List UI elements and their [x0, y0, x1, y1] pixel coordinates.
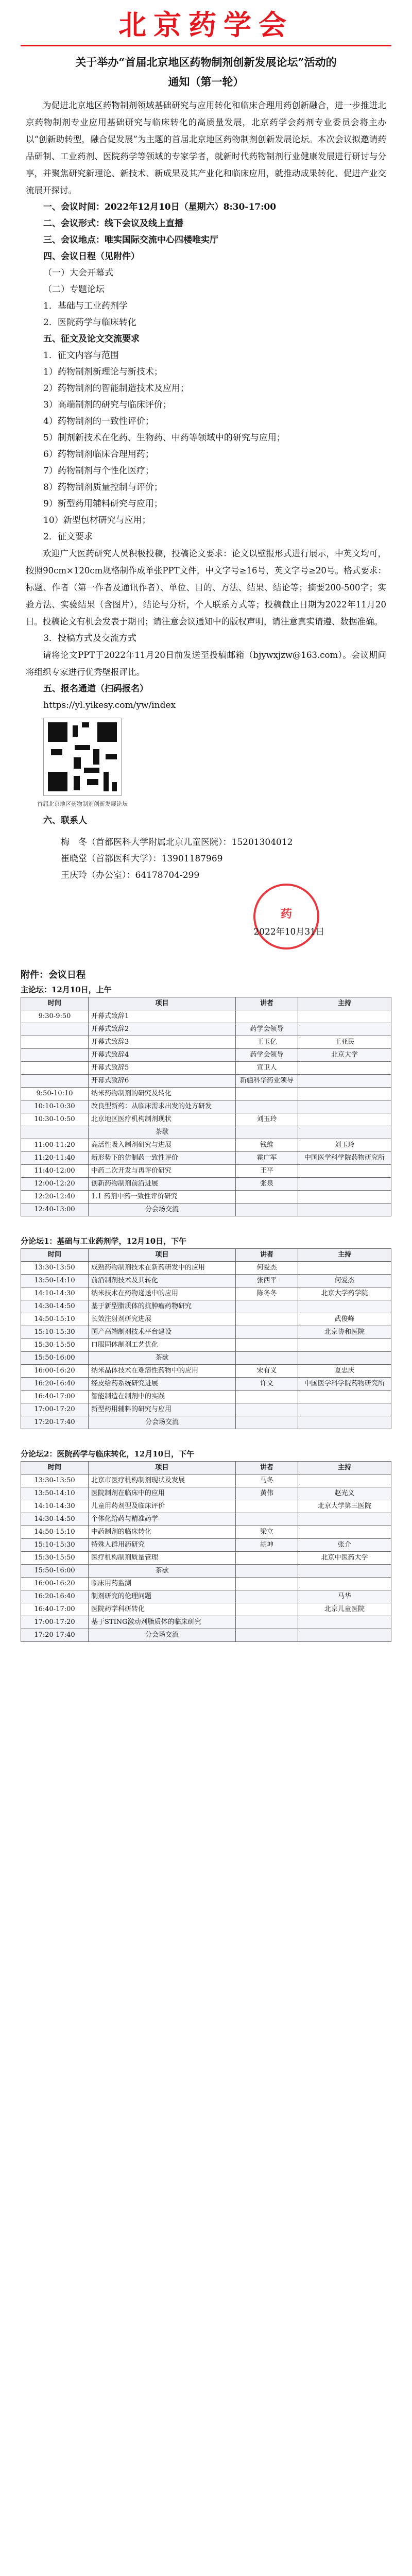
- contact-item: 王庆玲（办公室）：64178704-299: [61, 870, 200, 880]
- cell-host: 北京大学: [298, 1049, 391, 1062]
- cell-item: 1.1 药剂中药一致性评价研究: [89, 1191, 236, 1204]
- table-row: [21, 1300, 391, 1313]
- cell-item: 纳米药物制剂的研究及转化: [89, 1088, 236, 1100]
- paper-topic: 6）药物制剂临床合理用药；: [43, 449, 154, 460]
- table-row: [21, 1513, 391, 1526]
- col-time: 时间: [21, 1249, 89, 1262]
- paper-topic: 2）药物制剂的智能制造技术及应用；: [43, 383, 189, 394]
- paper-topic: 4）药物制剂的一致性评价；: [43, 416, 154, 427]
- cell-speaker: 许文: [236, 1378, 298, 1391]
- table-row: [21, 1475, 391, 1487]
- cell-item: 制剂研究的伦理问题: [89, 1590, 236, 1603]
- notice-body: [0, 92, 412, 951]
- cell-time: 17:20-17:40: [21, 1416, 89, 1429]
- paper-topic: 9）新型药用辅料研究与应用；: [43, 499, 163, 509]
- table-row: [21, 1578, 391, 1590]
- paper-topic: 8）药物制剂质量控制与评价；: [43, 482, 163, 493]
- registration-qr-code[interactable]: [43, 718, 122, 796]
- cell-time: 13:30-13:50: [21, 1262, 89, 1275]
- cell-item: 医院制剂在临床中的应用: [89, 1487, 236, 1500]
- cell-speaker: [236, 1126, 298, 1139]
- table-row: [21, 1326, 391, 1339]
- cell-time: 16:00-16:20: [21, 1578, 89, 1590]
- main-forum-rows: [21, 1010, 391, 1216]
- cell-time: 14:30-14:50: [21, 1513, 89, 1526]
- cell-time: 16:40-17:00: [21, 1603, 89, 1616]
- col-time: 时间: [21, 997, 89, 1010]
- table-row: [21, 1088, 391, 1100]
- cell-host: 夏忠庆: [298, 1365, 391, 1378]
- col-host: 主持: [298, 997, 391, 1010]
- cell-item: 创新药物制剂前沿进展: [89, 1178, 236, 1191]
- cell-time: 9:30-9:50: [21, 1010, 89, 1023]
- cell-time: [21, 1062, 89, 1075]
- cell-item: 医疗机构制剂质量管理: [89, 1552, 236, 1565]
- cell-host: [298, 1565, 391, 1578]
- agenda-item: 1．基础与工业药剂学: [43, 301, 128, 311]
- cell-item: 经皮给药系统研究进展: [89, 1378, 236, 1391]
- table-row: [21, 1191, 391, 1204]
- cell-speaker: 王平: [236, 1165, 298, 1178]
- col-speaker: 讲者: [236, 1462, 298, 1475]
- cell-item: 基于新型脂质体的抗肿瘤药物研究: [89, 1300, 236, 1313]
- cell-speaker: 胡坤: [236, 1539, 298, 1552]
- table-row: [21, 1539, 391, 1552]
- col-item: 项目: [89, 1249, 236, 1262]
- sub-forum-2-rows: [21, 1475, 391, 1642]
- cell-speaker: 黄伟: [236, 1487, 298, 1500]
- cell-host: [298, 1403, 391, 1416]
- cell-item: 基于STING激动剂脂质体的临床研究: [89, 1616, 236, 1629]
- table-row: [21, 1275, 391, 1287]
- table-row: [21, 1287, 391, 1300]
- cell-time: 13:50-14:10: [21, 1275, 89, 1287]
- letterhead: [0, 0, 412, 41]
- cell-speaker: 药学会领导: [236, 1049, 298, 1062]
- cell-host: [298, 1075, 391, 1088]
- table-row: [21, 1352, 391, 1365]
- section-papers: 五、征文及论文交流要求: [43, 334, 140, 344]
- notice-title-line2: 通知（第一轮）: [168, 75, 244, 88]
- notice-title-line1: 关于举办“首届北京地区药物制剂创新发展论坛”活动的: [75, 56, 337, 69]
- table-row: [21, 1049, 391, 1062]
- cell-item: 分会场交流: [89, 1629, 236, 1642]
- table-row: [21, 1036, 391, 1049]
- table-row: [21, 1178, 391, 1191]
- cell-host: [298, 1475, 391, 1487]
- cell-item: 医院药学科研转化: [89, 1603, 236, 1616]
- cell-host: [298, 1165, 391, 1178]
- table-row: [21, 1339, 391, 1352]
- cell-item: 开幕式致辞3: [89, 1036, 236, 1049]
- cell-item: 茶歇: [89, 1565, 236, 1578]
- cell-time: [21, 1126, 89, 1139]
- table-header-row: [21, 1462, 391, 1475]
- cell-host: 武俊峰: [298, 1313, 391, 1326]
- cell-item: 分会场交流: [89, 1416, 236, 1429]
- cell-speaker: [236, 1590, 298, 1603]
- cell-speaker: [236, 1391, 298, 1403]
- cell-time: 9:50-10:10: [21, 1088, 89, 1100]
- cell-time: 14:10-14:30: [21, 1500, 89, 1513]
- cell-host: [298, 1513, 391, 1526]
- table-row: [21, 1416, 391, 1429]
- table-row: [21, 1262, 391, 1275]
- table-row: [21, 1500, 391, 1513]
- paper-topic: 3）高端制剂的研究与临床评价；: [43, 400, 171, 410]
- cell-item: 北京地区医疗机构制剂现状: [89, 1113, 236, 1126]
- table-row: [21, 1403, 391, 1416]
- table-row: [21, 1487, 391, 1500]
- cell-speaker: [236, 1326, 298, 1339]
- col-item: 项目: [89, 997, 236, 1010]
- cell-host: 何爱杰: [298, 1275, 391, 1287]
- attachment-title: 附件：会议日程: [21, 970, 85, 980]
- table-row: [21, 1391, 391, 1403]
- sign-date: 2022年10月31日: [253, 927, 324, 937]
- cell-time: 10:10-10:30: [21, 1100, 89, 1113]
- cell-speaker: [236, 1565, 298, 1578]
- cell-host: [298, 1352, 391, 1365]
- cell-item: 纳米技术在药物递送中的应用: [89, 1287, 236, 1300]
- section-agenda: 四、会议日程（见附件）: [43, 251, 140, 262]
- cell-time: 10:30-10:50: [21, 1113, 89, 1126]
- cell-time: 17:20-17:40: [21, 1629, 89, 1642]
- table-header-row: [21, 997, 391, 1010]
- table-row: [21, 1565, 391, 1578]
- cell-time: 15:50-16:00: [21, 1565, 89, 1578]
- sub-forum-2: [21, 1447, 391, 1642]
- cell-item: 个体化给药与精准药学: [89, 1513, 236, 1526]
- cell-item: 开幕式致辞6: [89, 1075, 236, 1088]
- cell-speaker: 钱维: [236, 1139, 298, 1152]
- cell-speaker: [236, 1500, 298, 1513]
- cell-item: 儿童用药剂型及临床评价: [89, 1500, 236, 1513]
- col-host: 主持: [298, 1462, 391, 1475]
- cell-host: [298, 1616, 391, 1629]
- col-item: 项目: [89, 1462, 236, 1475]
- table-header-row: [21, 1249, 391, 1262]
- cell-item: 高活性吸入制剂研究与进展: [89, 1139, 236, 1152]
- cell-item: 北京市医疗机构制剂现状及发展: [89, 1475, 236, 1487]
- cell-host: [298, 1339, 391, 1352]
- cell-host: 北京大学药学院: [298, 1287, 391, 1300]
- cell-speaker: [236, 1100, 298, 1113]
- contact-item: 梅 冬（首都医科大学附属北京儿童医院）：15201304012: [61, 837, 293, 848]
- cell-item: 特殊人群用药研究: [89, 1539, 236, 1552]
- cell-host: [298, 1526, 391, 1539]
- paper-topic: 5）制剂新技术在化药、生物药、中药等领域中的研究与应用；: [43, 433, 285, 443]
- cell-time: 15:10-15:30: [21, 1326, 89, 1339]
- intro-paragraph: 为促进北京地区药物制剂领域基础研究与应用转化和临床合理用药创新融合，进一步推进北京药物制剂专业应用基础研究与临床转化的高质量发展，北京药学会药剂专业委员会将主办以“创新助转型，融合促发展”为主题的首届北京地区药物制剂创新发展论坛。本次会议拟邀请药品研制、工业药剂、医院药学等领域的专家学者，就新时代药物制剂行业健康发展进行研讨与分享，并聚焦研究新理论、新技术、新成果及其产业化和临床应用，就推动成果转化、促进产业交流展开探讨。: [26, 100, 386, 195]
- main-forum-title: 主论坛：12月10日，上午: [21, 985, 112, 994]
- cell-item: 临床用药监测: [89, 1578, 236, 1590]
- table-row: [21, 1010, 391, 1023]
- table-row: [21, 1100, 391, 1113]
- cell-time: 11:40-12:00: [21, 1165, 89, 1178]
- cell-item: 开幕式致辞4: [89, 1049, 236, 1062]
- table-row: [21, 1165, 391, 1178]
- cell-host: [298, 1100, 391, 1113]
- cell-time: 13:50-14:10: [21, 1487, 89, 1500]
- cell-time: 17:00-17:20: [21, 1403, 89, 1416]
- table-row: [21, 1139, 391, 1152]
- table-row: [21, 1062, 391, 1075]
- cell-host: 赵光义: [298, 1487, 391, 1500]
- cell-item: 中药制剂的临床转化: [89, 1526, 236, 1539]
- cell-time: 16:20-16:40: [21, 1378, 89, 1391]
- cell-item: 开幕式致辞5: [89, 1062, 236, 1075]
- cell-item: 新形势下的仿制药一致性评价: [89, 1152, 236, 1165]
- cell-host: [298, 1629, 391, 1642]
- papers-requirements: 欢迎广大医药研究人员积极投稿，投稿论文要求：论文以壁报形式进行展示，中英文均可，按照90cm×120cm规格制作成单张PPT文件，中文字号≥16号，英文字号≥20号。格式要求：标题、作者（第一作者及通讯作者）、单位、目的、方法、结果、结论等；摘要200-500字；实验方法、实验结果（含图片），结论与分析，个人联系方式等；投稿截止日期为2022年11月20日。投稿论文有机会发表于期刊；请注意会议通知中的版权声明，请注意真实请遵、数据准确。: [26, 549, 386, 626]
- cell-speaker: 宋有义: [236, 1365, 298, 1378]
- cell-speaker: [236, 1629, 298, 1642]
- letterhead-divider: [21, 45, 391, 46]
- attachment-schedule: [21, 968, 391, 1216]
- cell-time: 17:00-17:20: [21, 1616, 89, 1629]
- cell-host: 王亚民: [298, 1036, 391, 1049]
- agenda-item: （二）专题论坛: [43, 284, 105, 295]
- paper-topic: 7）药物制剂与个性化医疗；: [43, 466, 154, 476]
- table-row: [21, 1023, 391, 1036]
- cell-host: 北京中医药大学: [298, 1552, 391, 1565]
- cell-item: 改良型新药：从临床需求出发的处方研发: [89, 1100, 236, 1113]
- cell-host: [298, 1088, 391, 1100]
- sub-forum-1: [21, 1234, 391, 1429]
- cell-host: [298, 1300, 391, 1313]
- cell-speaker: 马冬: [236, 1475, 298, 1487]
- cell-time: 11:20-11:40: [21, 1152, 89, 1165]
- section-contacts: 六、联系人: [43, 816, 87, 826]
- paper-topic: 10）新型包材研究与应用；: [43, 515, 151, 526]
- cell-speaker: 药学会领导: [236, 1023, 298, 1036]
- cell-item: 茶歇: [89, 1352, 236, 1365]
- cell-host: [298, 1204, 391, 1216]
- cell-speaker: 刘玉玲: [236, 1113, 298, 1126]
- table-row: [21, 1526, 391, 1539]
- cell-host: 马华: [298, 1590, 391, 1603]
- cell-time: 15:30-15:50: [21, 1552, 89, 1565]
- col-host: 主持: [298, 1249, 391, 1262]
- cell-item: 长效注射剂研究进展: [89, 1313, 236, 1326]
- seal-character: 药: [280, 907, 292, 921]
- cell-speaker: [236, 1416, 298, 1429]
- cell-time: 16:20-16:40: [21, 1590, 89, 1603]
- papers-sub-heading: 3．投稿方式及交流方式: [43, 633, 136, 643]
- table-row: [21, 1365, 391, 1378]
- cell-host: [298, 1191, 391, 1204]
- cell-time: 13:30-13:50: [21, 1475, 89, 1487]
- cell-speaker: [236, 1513, 298, 1526]
- cell-speaker: 张泉: [236, 1178, 298, 1191]
- cell-item: 开幕式致辞1: [89, 1010, 236, 1023]
- main-forum-table: [21, 997, 391, 1216]
- cell-host: 刘玉玲: [298, 1139, 391, 1152]
- table-row: [21, 1126, 391, 1139]
- cell-item: 纳米晶体技术在难溶性药物中的应用: [89, 1365, 236, 1378]
- cell-host: 北京儿童医院: [298, 1603, 391, 1616]
- cell-time: 15:30-15:50: [21, 1339, 89, 1352]
- cell-time: [21, 1023, 89, 1036]
- cell-speaker: [236, 1010, 298, 1023]
- cell-time: [21, 1049, 89, 1062]
- cell-time: 14:50-15:10: [21, 1526, 89, 1539]
- cell-time: 12:20-12:40: [21, 1191, 89, 1204]
- cell-item: 开幕式致辞2: [89, 1023, 236, 1036]
- signature-area: [26, 884, 386, 951]
- table-row: [21, 1590, 391, 1603]
- table-row: [21, 1378, 391, 1391]
- cell-speaker: 霍广军: [236, 1152, 298, 1165]
- cell-speaker: [236, 1616, 298, 1629]
- cell-speaker: [236, 1552, 298, 1565]
- cell-time: 16:00-16:20: [21, 1365, 89, 1378]
- agenda-item: （一）大会开幕式: [43, 268, 113, 278]
- cell-time: 15:50-16:00: [21, 1352, 89, 1365]
- cell-time: [21, 1075, 89, 1088]
- section-venue: 三、会议地点：唯实国际交流中心四楼唯实厅: [43, 235, 218, 245]
- cell-host: [298, 1391, 391, 1403]
- cell-item: 成熟药物制剂技术在新药研发中的应用: [89, 1262, 236, 1275]
- col-speaker: 讲者: [236, 997, 298, 1010]
- registration-link[interactable]: https://yl.yikesy.com/yw/index: [43, 700, 176, 710]
- table-row: [21, 1603, 391, 1616]
- sub-forum-2-table: [21, 1461, 391, 1642]
- cell-time: 15:10-15:30: [21, 1539, 89, 1552]
- cell-host: [298, 1126, 391, 1139]
- contact-item: 崔晓堂（首都医科大学）：13901187969: [61, 854, 223, 864]
- cell-speaker: [236, 1313, 298, 1326]
- cell-item: 茶歇: [89, 1126, 236, 1139]
- cell-item: 新型药用辅料的研究与应用: [89, 1403, 236, 1416]
- cell-speaker: 王玉亿: [236, 1036, 298, 1049]
- cell-speaker: 陈冬冬: [236, 1287, 298, 1300]
- cell-host: 北京协和医院: [298, 1326, 391, 1339]
- table-row: [21, 1552, 391, 1565]
- cell-item: 口服固体制剂工艺优化: [89, 1339, 236, 1352]
- cell-host: [298, 1023, 391, 1036]
- cell-host: 张介: [298, 1539, 391, 1552]
- section-registration: 五、报名通道（扫码报名）: [43, 684, 148, 694]
- section-format: 二、会议形式：线下会议及线上直播: [43, 218, 183, 229]
- papers-submission: 请将论文PPT于2022年11月20日前发送至投稿邮箱（bjywxjzw@163.com）。会议期间将组织专家进行优秀壁报评比。: [26, 650, 386, 677]
- notice-title: [0, 53, 412, 92]
- cell-host: [298, 1010, 391, 1023]
- cell-item: 中药二次开发与再评价研究: [89, 1165, 236, 1178]
- cell-speaker: [236, 1204, 298, 1216]
- cell-time: 16:40-17:00: [21, 1391, 89, 1403]
- cell-speaker: [236, 1300, 298, 1313]
- cell-item: 国产高端制剂技术平台建设: [89, 1326, 236, 1339]
- cell-speaker: 新疆科华药业领导: [236, 1075, 298, 1088]
- sub-forum-2-title: 分论坛2：医院药学与临床转化，12月10日，下午: [21, 1449, 195, 1459]
- cell-speaker: [236, 1603, 298, 1616]
- table-row: [21, 1113, 391, 1126]
- table-row: [21, 1629, 391, 1642]
- table-row: [21, 1152, 391, 1165]
- cell-speaker: 张西平: [236, 1275, 298, 1287]
- col-time: 时间: [21, 1462, 89, 1475]
- cell-host: [298, 1113, 391, 1126]
- cell-speaker: [236, 1339, 298, 1352]
- table-row: [21, 1075, 391, 1088]
- qr-caption: 首届北京地区药物制剂创新发展论坛: [37, 801, 128, 807]
- cell-time: 14:10-14:30: [21, 1287, 89, 1300]
- sub-forum-1-title: 分论坛1：基础与工业药剂学，12月10日，下午: [21, 1236, 187, 1246]
- cell-speaker: 梁立: [236, 1526, 298, 1539]
- cell-host: [298, 1262, 391, 1275]
- col-speaker: 讲者: [236, 1249, 298, 1262]
- cell-speaker: [236, 1191, 298, 1204]
- cell-host: [298, 1578, 391, 1590]
- sub-forum-1-rows: [21, 1262, 391, 1429]
- cell-speaker: [236, 1352, 298, 1365]
- contact-list: [26, 834, 386, 884]
- cell-time: 14:50-15:10: [21, 1313, 89, 1326]
- cell-host: [298, 1416, 391, 1429]
- cell-time: 12:40-13:00: [21, 1204, 89, 1216]
- table-row: [21, 1313, 391, 1326]
- sub-forum-1-table: [21, 1248, 391, 1429]
- agenda-item: 2．医院药学与临床转化: [43, 317, 136, 328]
- paper-topic: 1）药物制剂新理论与新技术；: [43, 367, 163, 377]
- cell-host: 北京大学第三医院: [298, 1500, 391, 1513]
- org-title: 北京药学会: [118, 8, 294, 41]
- cell-time: 14:30-14:50: [21, 1300, 89, 1313]
- cell-speaker: 何爱杰: [236, 1262, 298, 1275]
- cell-host: 中国医学科学院药物研究所: [298, 1378, 391, 1391]
- cell-time: 11:00-11:20: [21, 1139, 89, 1152]
- cell-time: 12:00-12:20: [21, 1178, 89, 1191]
- cell-item: 智能制造在制剂中的实践: [89, 1391, 236, 1403]
- cell-speaker: [236, 1088, 298, 1100]
- cell-time: [21, 1036, 89, 1049]
- cell-host: 中国医学科学院药物研究所: [298, 1152, 391, 1165]
- table-row: [21, 1616, 391, 1629]
- table-row: [21, 1204, 391, 1216]
- cell-speaker: 宣卫人: [236, 1062, 298, 1075]
- papers-sub-heading: 2．征文要求: [43, 532, 93, 542]
- cell-item: 前沿制剂技术及其转化: [89, 1275, 236, 1287]
- cell-host: [298, 1062, 391, 1075]
- cell-speaker: [236, 1578, 298, 1590]
- section-time: 一、会议时间：2022年12月10日（星期六）8:30-17:00: [43, 202, 277, 212]
- cell-item: 分会场交流: [89, 1204, 236, 1216]
- papers-sub-heading: 1．征文内容与范围: [43, 350, 119, 361]
- cell-speaker: [236, 1403, 298, 1416]
- cell-host: [298, 1178, 391, 1191]
